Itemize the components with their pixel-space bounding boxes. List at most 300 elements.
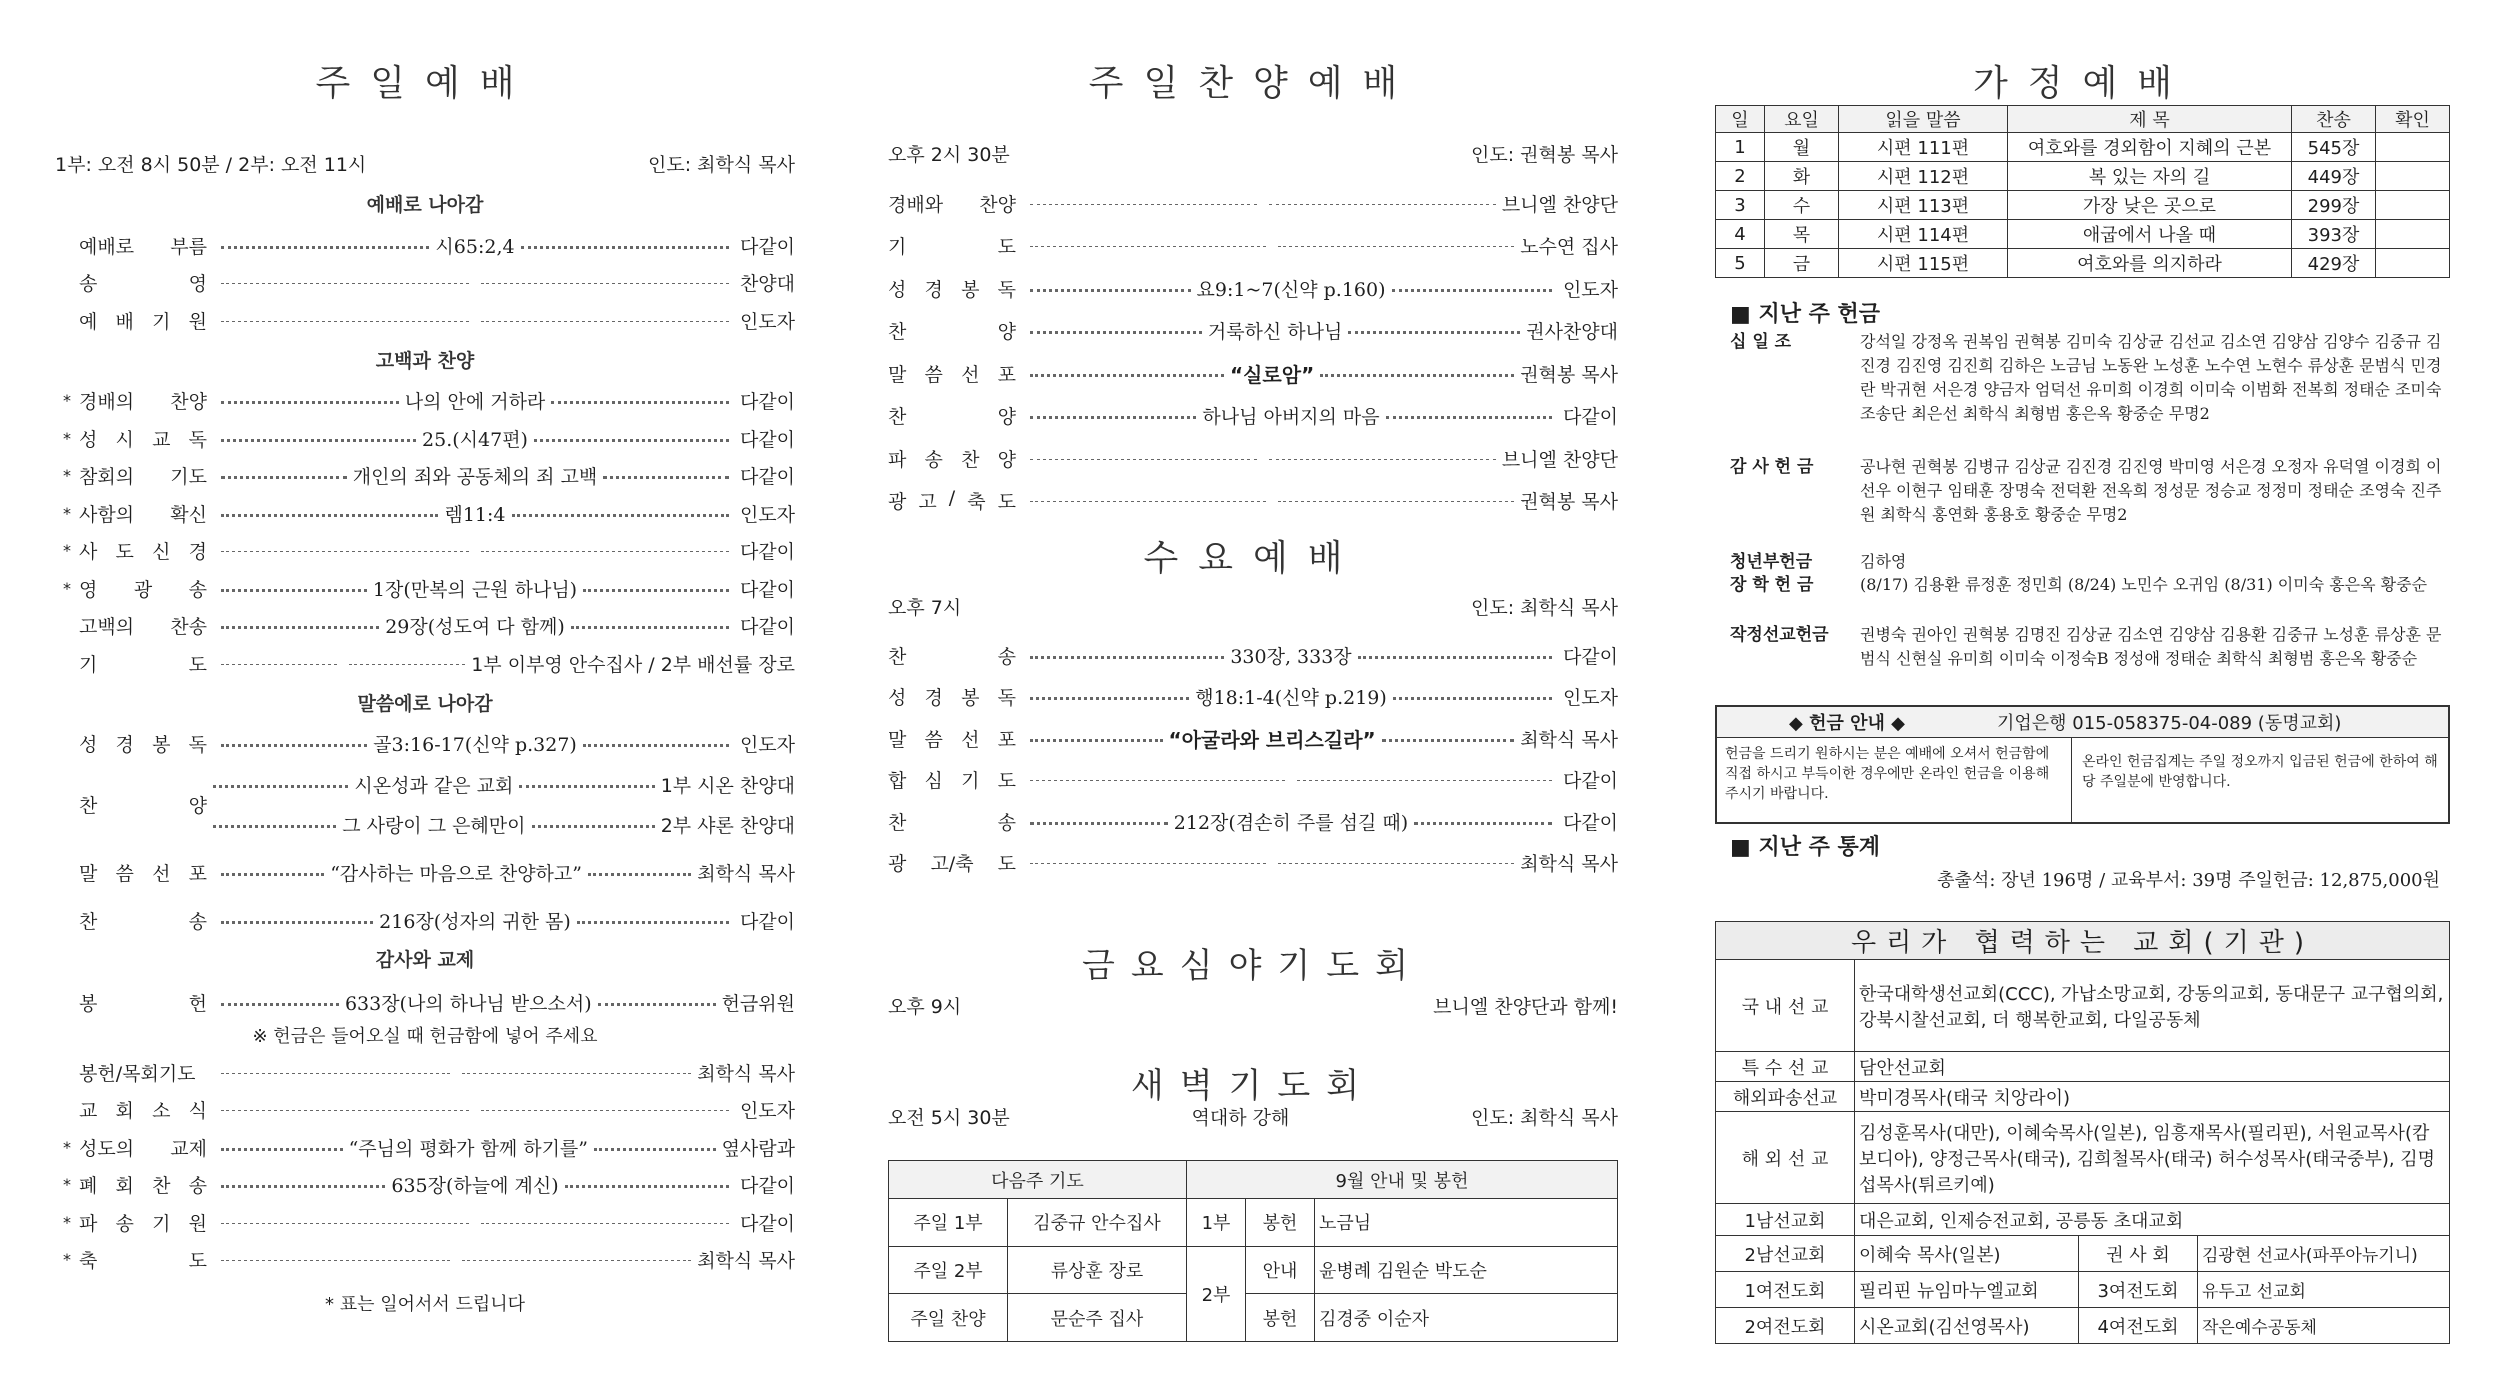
order-content: “감사하는 마음으로 찬양하고”: [330, 862, 582, 885]
partner-row: [1716, 1112, 2450, 1204]
partner-row: [1716, 960, 2450, 1052]
duty-part: 1부: [1187, 1199, 1246, 1247]
order-item: [888, 486, 1618, 516]
order-item: [888, 806, 1618, 836]
duty-head-left: 다음주 기도: [889, 1161, 1187, 1199]
order-person: 헌금위원: [721, 992, 795, 1015]
order-item: [55, 1095, 795, 1125]
account-box: [1715, 705, 2450, 824]
order-person: 1부 시온 찬양대: [660, 774, 795, 797]
order-person: 다같이: [739, 578, 795, 601]
order-content: 골3:16-17(신약 p.327): [373, 734, 577, 756]
order-dots: [1024, 202, 1502, 205]
order-person: 브니엘 찬양단: [1501, 193, 1618, 216]
order-content: 635장(하늘에 계신): [391, 1175, 559, 1197]
order-person: 다같이: [1562, 406, 1618, 428]
order-item: [55, 573, 795, 603]
praise-leader: 인도: 권혁봉 목사: [1471, 144, 1618, 166]
partner-row: [1716, 1236, 2450, 1272]
order-person: 다같이: [739, 910, 795, 933]
order-item: [55, 611, 795, 641]
stand-mark: *: [63, 1137, 71, 1157]
order-dots: [215, 500, 735, 527]
family-cell: [2376, 191, 2450, 220]
order-person: 노수연 집사: [1520, 236, 1618, 258]
sunday-leader: 인도: 최학식 목사: [648, 154, 795, 176]
order-content: 1장(만복의 근원 하나님): [372, 578, 578, 601]
order-dots: [215, 549, 735, 552]
order-item: [888, 401, 1618, 431]
family-row: [1716, 249, 2450, 278]
order-label: 성 경 봉 독: [888, 687, 1016, 709]
order-dots: [1024, 642, 1558, 669]
sunday-info: [55, 150, 795, 177]
offering-label: 청년부헌금: [1730, 552, 1813, 572]
order-content: 하나님 아버지의 마음: [1202, 406, 1380, 428]
order-label: 성 시 교 독: [79, 428, 207, 451]
friday-note: 브니엘 찬양단과 함께!: [1433, 996, 1618, 1018]
order-item: [55, 305, 795, 335]
order-item: [55, 498, 795, 528]
stand-mark: *: [63, 503, 71, 523]
order-content: “주님의 평화가 함께 하기를”: [348, 1137, 589, 1160]
offering-label: 장 학 헌 금: [1730, 575, 1814, 595]
family-header: 찬송: [2292, 106, 2376, 133]
account-head-left: ◆ 헌금 안내 ◆: [1788, 713, 1906, 734]
order-content: 633장(나의 하나님 받으소서): [344, 992, 592, 1015]
partner-label: 2여전도회: [1716, 1308, 1855, 1344]
order-content: 나의 안에 거하라: [404, 391, 546, 413]
order-person: 다같이: [739, 1212, 795, 1235]
order-label: 광 고/축 도: [888, 853, 1016, 875]
duty-value: 문순주 집사: [1008, 1294, 1187, 1342]
partner-label: 특 수 선 교: [1716, 1052, 1855, 1082]
partner-row: [1716, 1082, 2450, 1112]
stand-mark: *: [63, 1250, 71, 1269]
family-cell: 시편 112편: [1839, 162, 2008, 191]
order-item: [55, 905, 795, 935]
duty-row: [889, 1294, 1618, 1342]
order-dots: [1024, 359, 1520, 388]
order-item: [888, 188, 1618, 218]
duty-row: [889, 1246, 1618, 1294]
partner-row: [1716, 1272, 2450, 1308]
order-dots: [215, 575, 735, 602]
partner-value: 김성훈목사(대만), 이혜숙목사(일본), 임흥재목사(필리핀), 서원교목사(캄보디아), 양정근목사(태국), 김희철목사(태국) 허수성목사(태국중부), 김명섭목사(튀르키예): [1855, 1112, 2450, 1204]
order-item: [888, 848, 1618, 878]
family-cell: 화: [1765, 162, 1839, 191]
duty-names: 노금님: [1315, 1199, 1618, 1247]
partner-row: [1716, 1204, 2450, 1236]
offering-category: [1730, 455, 2450, 527]
order-item: [888, 765, 1618, 795]
order-person: 인도자: [739, 310, 795, 333]
stand-footnote: * 표는 일어서서 드립니다: [324, 1294, 526, 1315]
order-content: 개인의 죄와 공동체의 죄 고백: [352, 466, 598, 488]
order-person: 권혁봉 목사: [1520, 363, 1618, 386]
partners-table: [1715, 921, 2450, 1344]
order-item: [888, 358, 1618, 388]
stats-title: ■ 지난 주 통계: [1730, 835, 1881, 860]
order-label: 기 도: [888, 236, 1016, 258]
partner-value: 유두고 선교회: [2198, 1272, 2450, 1308]
family-table: [1715, 105, 2450, 278]
partner-label: 해외파송선교: [1716, 1082, 1855, 1112]
order-label: 고백의 찬송: [79, 616, 207, 638]
offering-names: 권병숙 권아인 권혁봉 김명진 김상균 김소연 김양삼 김용환 김중규 노성훈 류상훈 문범식 신현실 유미희 이미숙 이정숙B 정성애 정태순 최학식 최형범 홍은옥 황중순: [1860, 625, 2442, 668]
order-label: 광 고 / 축 도: [888, 487, 1016, 513]
account-note-left: 헌금을 드리기 원하시는 분은 예배에 오셔서 헌금함에 직접 하시고 부득이한 경우에만 온라인 헌금을 이용해 주시기 바랍니다.: [1717, 738, 2072, 823]
partner-value: 작은예수공동체: [2198, 1308, 2450, 1344]
family-cell: 시편 115편: [1839, 249, 2008, 278]
partner-label: 1남선교회: [1716, 1204, 1855, 1236]
family-cell: 금: [1765, 249, 1839, 278]
order-label: 성 경 봉 독: [79, 734, 207, 756]
family-header: 제 목: [2008, 106, 2292, 133]
family-cell: 시편 111편: [1839, 133, 2008, 162]
order-item: [55, 1057, 795, 1087]
order-item: [55, 230, 795, 260]
partner-value: 김광현 선교사(파푸아뉴기니): [2198, 1236, 2450, 1272]
duty-value: 류상훈 장로: [1008, 1246, 1187, 1294]
dawn-title: 새벽기도회: [1130, 1066, 1376, 1106]
offering-note: ※ 헌금은 들어오실 때 헌금함에 넣어 주세요: [252, 1026, 598, 1047]
chan-line: [207, 809, 795, 839]
order-content: “실로암”: [1229, 362, 1315, 387]
family-cell: 시편 114편: [1839, 220, 2008, 249]
partner-label: 권 사 회: [2079, 1236, 2198, 1272]
duty-names: 김경중 이순자: [1315, 1294, 1618, 1342]
family-cell: 3: [1716, 191, 1765, 220]
family-row: [1716, 162, 2450, 191]
offering-category: [1730, 330, 2450, 426]
order-content: 시65:2,4: [435, 235, 515, 258]
partner-label: 국 내 선 교: [1716, 960, 1855, 1052]
order-label: 말 씀 선 포: [888, 728, 1016, 751]
friday-time: 오후 9시: [888, 996, 962, 1018]
order-person: 다같이: [739, 1175, 795, 1197]
order-dots: [215, 1258, 697, 1261]
offering-category: [1730, 550, 2450, 574]
duty-key: 주일 찬양: [889, 1294, 1008, 1342]
order-item: [55, 1132, 795, 1162]
order-item: [888, 640, 1618, 670]
order-dots: [215, 907, 735, 934]
family-cell: 5: [1716, 249, 1765, 278]
family-cell: 여호와를 경외함이 지혜의 근본: [2008, 133, 2292, 162]
order-label: 송 영: [79, 273, 207, 295]
family-row: [1716, 133, 2450, 162]
partner-row: [1716, 1052, 2450, 1082]
partner-label: 해 외 선 교: [1716, 1112, 1855, 1204]
partner-value: 이혜숙 목사(일본): [1855, 1236, 2079, 1272]
order-item: [55, 1245, 795, 1275]
order-label: 경배의 찬양: [79, 391, 207, 413]
order-label: 찬 양: [888, 406, 1016, 428]
family-cell: 목: [1765, 220, 1839, 249]
partner-value: 시온교회(김선영목사): [1855, 1308, 2079, 1344]
family-cell: 2: [1716, 162, 1765, 191]
order-label: 찬 송: [79, 910, 207, 933]
order-content: 시온성과 같은 교회: [354, 774, 514, 797]
order-dots: [215, 462, 735, 489]
order-label: 찬 양: [79, 794, 207, 817]
family-header: 일: [1716, 106, 1765, 133]
order-label: 예배로 부름: [79, 235, 207, 258]
order-person: 다같이: [1562, 811, 1618, 834]
wednesday-leader: 인도: 최학식 목사: [1471, 597, 1618, 619]
sunday-time: 1부: 오전 8시 50분 / 2부: 오전 11시: [55, 154, 367, 176]
order-dots: [1024, 499, 1520, 502]
order-dots: [1024, 317, 1526, 344]
chan-line: [207, 769, 795, 799]
order-label: 찬 송: [888, 811, 1016, 834]
order-person: 옆사람과: [721, 1137, 795, 1160]
duty-key: 주일 1부: [889, 1199, 1008, 1247]
order-item: [888, 273, 1618, 303]
order-person: 인도자: [1562, 687, 1618, 709]
order-label: 축 도: [79, 1250, 207, 1272]
partner-label: 2남선교회: [1716, 1236, 1855, 1272]
duty-part: 2부: [1187, 1246, 1246, 1341]
stats-line: 총출석: 장년 196명 / 교육부서: 39명 주일헌금: 12,875,000원: [1937, 870, 2440, 891]
duty-table: [888, 1160, 1618, 1342]
order-item: [55, 268, 795, 298]
order-content: 25.(시47편): [422, 428, 528, 451]
order-label: 찬 양: [888, 321, 1016, 343]
section-heading: 말씀에로 나아감: [357, 692, 493, 715]
family-cell: 393장: [2292, 220, 2376, 249]
order-label: 참회의 기도: [79, 466, 207, 488]
dawn-place: 역대하 강해: [1191, 1107, 1290, 1129]
order-dots: [215, 1134, 722, 1161]
friday-info: [888, 992, 1618, 1019]
order-person: 다같이: [739, 428, 795, 451]
order-label: 파 송 기 원: [79, 1212, 207, 1235]
family-cell: [2376, 162, 2450, 191]
order-dots: [215, 1171, 735, 1198]
stand-mark: *: [63, 428, 71, 448]
family-cell: 월: [1765, 133, 1839, 162]
duty-type: 안내: [1246, 1246, 1315, 1294]
partner-label: 3여전도회: [2079, 1272, 2198, 1308]
stand-mark: *: [63, 1212, 71, 1232]
wednesday-title: 수요예배: [1143, 538, 1363, 579]
order-dots: [215, 319, 735, 322]
family-cell: 429장: [2292, 249, 2376, 278]
family-cell: 299장: [2292, 191, 2376, 220]
order-item: [55, 729, 795, 759]
dawn-leader: 인도: 최학식 목사: [1471, 1107, 1618, 1129]
family-header: 확인: [2376, 106, 2450, 133]
order-content: 330장, 333장: [1230, 645, 1352, 668]
order-label: 교 회 소 식: [79, 1100, 207, 1122]
partner-value: 담안선교회: [1855, 1052, 2450, 1082]
order-label: 합 심 기 도: [888, 770, 1016, 792]
order-content: 그 사랑이 그 은혜만이: [342, 814, 526, 837]
order-dots: [215, 989, 722, 1016]
order-dots: [1024, 402, 1558, 429]
family-cell: 1: [1716, 133, 1765, 162]
wednesday-time: 오후 7시: [888, 597, 962, 619]
order-label: 사 도 신 경: [79, 541, 207, 563]
order-dots: [215, 281, 735, 284]
family-cell: 449장: [2292, 162, 2376, 191]
order-person: 찬양대: [739, 273, 795, 295]
order-dots: [215, 730, 735, 757]
order-item: [888, 723, 1618, 753]
order-label: 성도의 교제: [79, 1137, 207, 1160]
family-cell: 여호와를 의지하라: [2008, 249, 2292, 278]
family-cell: 가장 낮은 곳으로: [2008, 191, 2292, 220]
order-dots: [215, 232, 735, 259]
family-row: [1716, 220, 2450, 249]
family-cell: 4: [1716, 220, 1765, 249]
order-person: 최학식 목사: [1520, 853, 1618, 875]
order-person: 인도자: [1562, 278, 1618, 301]
order-dots: [1024, 724, 1520, 753]
stand-mark: *: [63, 578, 71, 598]
order-item: [55, 386, 795, 416]
order-item: [55, 1207, 795, 1237]
order-label: 봉헌/목회기도: [79, 1062, 196, 1085]
order-person: 최학식 목사: [697, 1062, 795, 1085]
partner-value: 필리핀 뉴임마누엘교회: [1855, 1272, 2079, 1308]
section-heading: 감사와 교제: [375, 949, 475, 971]
family-cell: 시편 113편: [1839, 191, 2008, 220]
order-person: 1부 이부영 안수집사 / 2부 배선률 장로: [471, 653, 795, 676]
sunday-title: 주일예배: [315, 63, 535, 104]
offering-names: 강석일 강정옥 권복임 권혁봉 김미숙 김상균 김선교 김소연 김양삼 김양수 김중규 김진경 김진영 김진희 김하은 노금님 노동완 노성훈 노수연 노현수 류상훈 문범식 민경란 박귀현 서은경 양금자 엄덕선 유미희 이경희 이미숙 이범화 전복희 정태순 조미숙 조송단 최은선 최학식 최형범 홍은옥 황중순 무명2: [1860, 332, 2442, 423]
order-item: [55, 987, 795, 1017]
wednesday-info: [888, 593, 1618, 620]
friday-title: 금요심야기도회: [1082, 946, 1424, 986]
order-dots: [215, 612, 735, 639]
order-dots: [1024, 778, 1558, 781]
family-cell: 수: [1765, 191, 1839, 220]
order-dots: [215, 1221, 735, 1224]
order-person: 다같이: [1562, 645, 1618, 668]
duty-head-right: 9월 안내 및 봉헌: [1187, 1161, 1618, 1199]
offering-names: (8/17) 김용환 류정훈 정민희 (8/24) 노민수 오귀임 (8/31) 이미숙 홍은옥 황중순: [1860, 575, 2428, 594]
order-content: “아굴라와 브리스길라”: [1168, 727, 1376, 752]
duty-value: 김중규 안수집사: [1008, 1199, 1187, 1247]
order-content: 행18:1-4(신약 p.219): [1195, 687, 1387, 709]
offering-names: 김하영: [1860, 552, 1907, 571]
offering-label: 십 일 조: [1730, 332, 1792, 352]
order-item: [55, 461, 795, 491]
partner-value: 대은교회, 인제승전교회, 공릉동 초대교회: [1855, 1204, 2450, 1236]
order-item: [888, 443, 1618, 473]
order-item: [55, 536, 795, 566]
order-label: 사함의 확신: [79, 503, 207, 526]
dawn-info: [888, 1103, 1618, 1130]
partners-title: 우리가 협력하는 교회(기관): [1716, 922, 2450, 960]
family-header: 요일: [1765, 106, 1839, 133]
partner-label: 1여전도회: [1716, 1272, 1855, 1308]
duty-type: 봉헌: [1246, 1294, 1315, 1342]
order-person: 다같이: [1562, 770, 1618, 792]
offering-label: 감 사 헌 금: [1730, 457, 1814, 477]
partner-value: 박미경목사(태국 치앙라이): [1855, 1082, 2450, 1112]
order-label: 말 씀 선 포: [79, 862, 207, 885]
order-person: 권혁봉 목사: [1520, 491, 1618, 513]
order-dots: [215, 1071, 697, 1074]
account-number: 기업은행 015-058375-04-089 (동명교회): [1997, 713, 2342, 734]
family-cell: 복 있는 자의 길: [2008, 162, 2292, 191]
order-dots: [1024, 861, 1520, 864]
offerings-title: ■ 지난 주 헌금: [1730, 302, 1881, 327]
order-label: 예 배 기 원: [79, 310, 207, 333]
order-dots: [215, 662, 471, 665]
order-label: 말 씀 선 포: [888, 363, 1016, 386]
order-content: 216장(성자의 귀한 몸): [379, 910, 571, 933]
duty-row: [889, 1199, 1618, 1247]
order-label: 경배와 찬양: [888, 193, 1016, 216]
order-content: 요9:1~7(신약 p.160): [1196, 278, 1386, 301]
order-dots: [1024, 275, 1558, 302]
account-note-right: 온라인 헌금집계는 주일 정오까지 입금된 헌금에 한하여 해당 주일분에 반영합니다.: [2082, 754, 2438, 790]
order-dots: [215, 425, 735, 452]
order-person: 인도자: [739, 1100, 795, 1122]
order-item: [888, 316, 1618, 346]
order-person: 인도자: [739, 503, 795, 526]
family-cell: 545장: [2292, 133, 2376, 162]
duty-names: 윤병례 김원순 박도순: [1315, 1246, 1618, 1294]
stand-mark: *: [63, 541, 71, 560]
order-dots: [1024, 808, 1558, 835]
order-person: 2부 샤론 찬양대: [660, 814, 795, 837]
order-person: 최학식 목사: [1520, 728, 1618, 751]
order-person: 권사찬양대: [1526, 321, 1618, 343]
order-item: [888, 682, 1618, 712]
order-label: 찬 송: [888, 645, 1016, 668]
partner-value: 한국대학생선교회(CCC), 가납소망교회, 강동의교회, 동대문구 교구협의회, 강북시찰선교회, 더 행복한교회, 다일공동체: [1855, 960, 2450, 1052]
partner-label: 4여전도회: [2079, 1308, 2198, 1344]
order-dots: [215, 387, 735, 414]
stand-mark: *: [63, 1175, 71, 1194]
order-person: 다같이: [739, 466, 795, 488]
order-label: 성 경 봉 독: [888, 278, 1016, 301]
family-cell: [2376, 220, 2450, 249]
praise-title: 주일찬양예배: [1088, 63, 1418, 104]
order-label: 폐 회 찬 송: [79, 1175, 207, 1197]
order-content: 29장(성도여 다 함께): [385, 616, 565, 638]
order-person: 다같이: [739, 616, 795, 638]
family-header: 읽을 말씀: [1839, 106, 2008, 133]
stand-mark: *: [63, 391, 71, 410]
order-item: [55, 1170, 795, 1200]
order-item: [55, 857, 795, 887]
order-label: 영 광 송: [79, 578, 207, 601]
order-person: 최학식 목사: [697, 1250, 795, 1272]
order-dots: [1024, 457, 1502, 460]
order-content: 거룩하신 하나님: [1207, 321, 1343, 343]
family-cell: [2376, 249, 2450, 278]
order-label: 봉 헌: [79, 992, 207, 1015]
section-heading: 예배로 나아감: [366, 194, 484, 216]
order-person: 다같이: [739, 541, 795, 563]
family-cell: [2376, 133, 2450, 162]
order-person: 브니엘 찬양단: [1501, 448, 1618, 471]
dawn-time: 오전 5시 30분: [888, 1107, 1010, 1129]
family-title: 가정예배: [1972, 63, 2193, 104]
family-row: [1716, 191, 2450, 220]
praise-time: 오후 2시 30분: [888, 144, 1010, 166]
order-person: 인도자: [739, 734, 795, 756]
duty-key: 주일 2부: [889, 1246, 1008, 1294]
offering-category: [1730, 623, 2450, 671]
